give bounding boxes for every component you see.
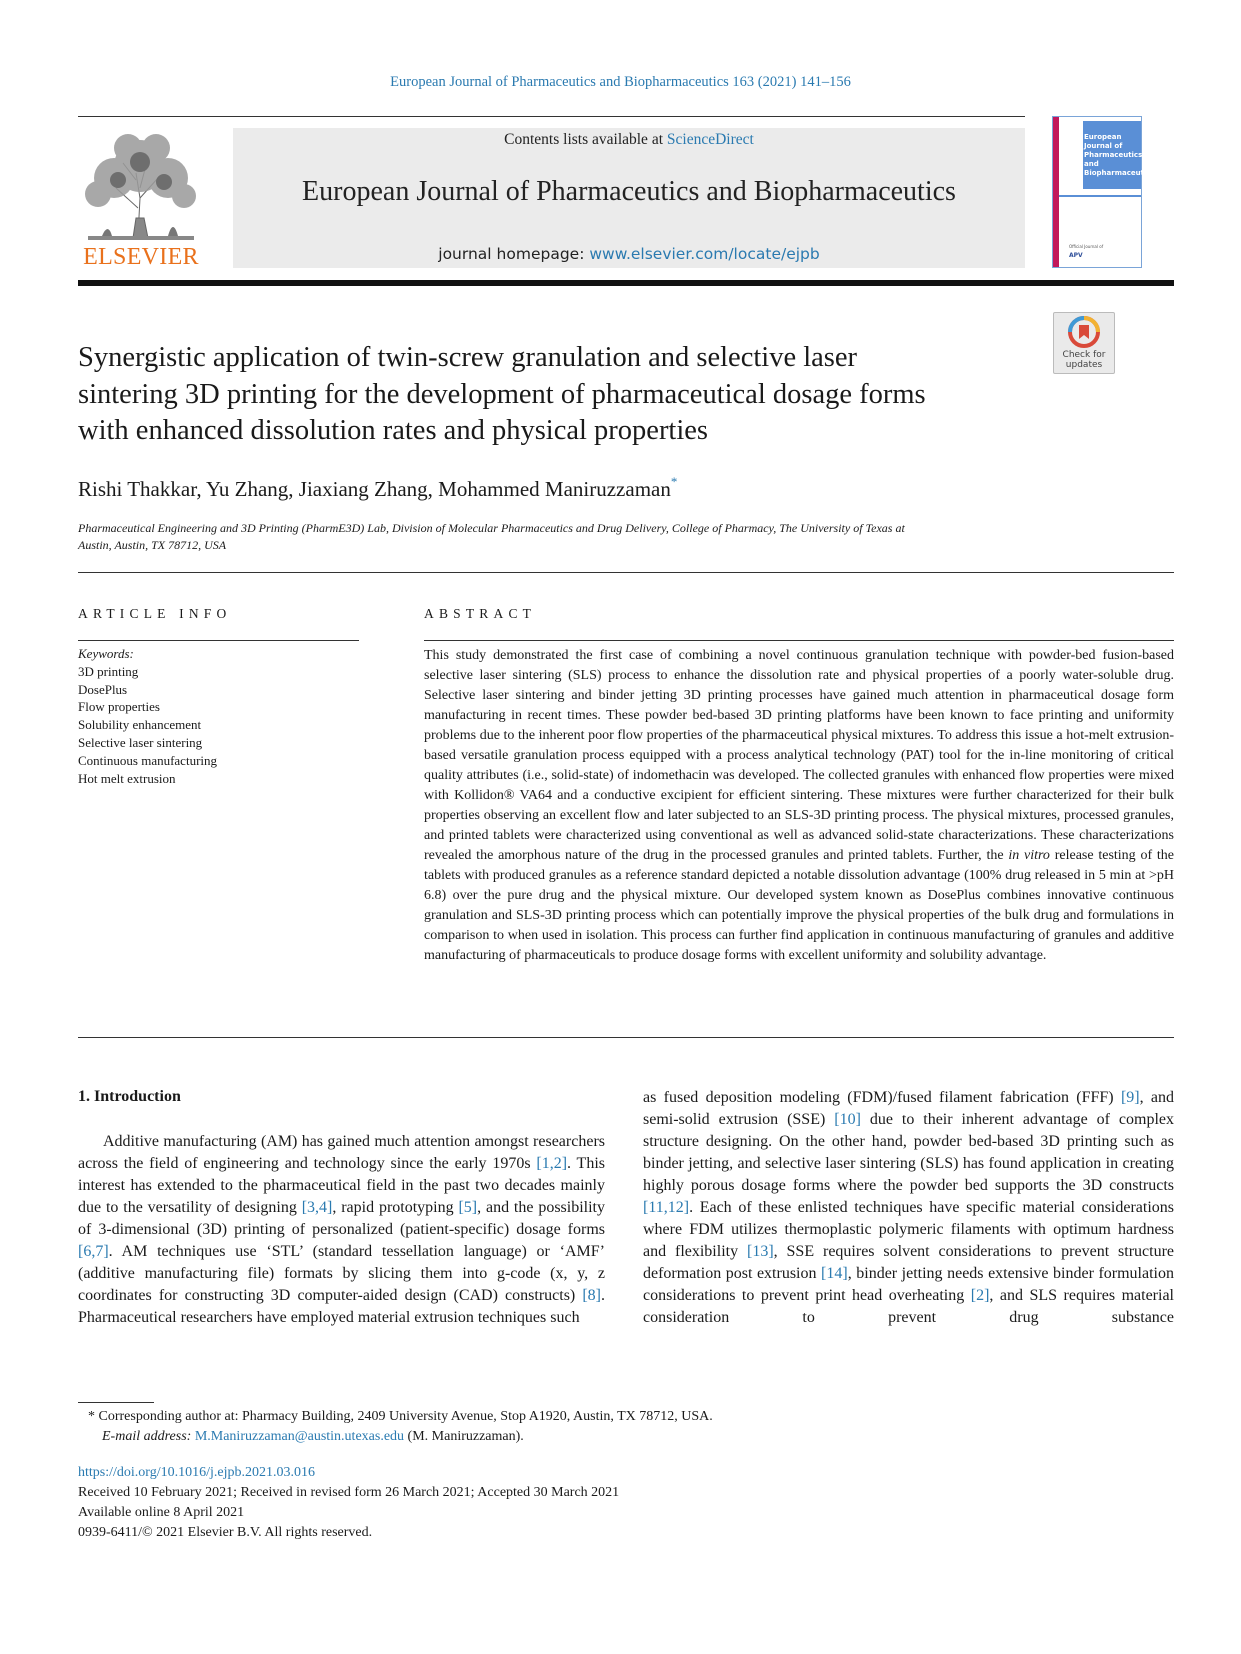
intro-text: , binder jetting needs extensive binder formulation considerations to prevent print head overheating: [643, 1265, 1174, 1304]
reference-link[interactable]: [2]: [970, 1287, 990, 1304]
journal-citation[interactable]: European Journal of Pharmaceutics and Biopharmaceutics 163 (2021) 141–156: [390, 74, 851, 90]
elsevier-logo: [78, 128, 204, 270]
footnote-rule: [78, 1402, 154, 1403]
article-info-heading: ARTICLE INFO: [78, 606, 232, 621]
intro-text: , SSE requires solvent considerations to prevent structure deformation post extrusion: [643, 1243, 1175, 1282]
intro-text: . This interest has extended to the pharmaceutical field in the past two decades mainly due to the versatility of designing: [78, 1155, 605, 1216]
keyword-item: 3D printing: [78, 663, 139, 679]
introduction-heading: 1. Introduction: [78, 1088, 181, 1105]
reference-link[interactable]: [13]: [746, 1243, 774, 1260]
article-meta: [78, 1463, 619, 1543]
email-line: [88, 1427, 713, 1447]
homepage-line: [233, 245, 1025, 263]
reference-link[interactable]: [8]: [582, 1287, 601, 1304]
contents-line: [233, 131, 1025, 149]
journal-name: European Journal of Pharmaceutics and Biopharmaceutics: [302, 176, 956, 207]
keyword-item: Selective laser sintering: [78, 734, 203, 750]
reference-link[interactable]: [1,2]: [536, 1155, 568, 1172]
contents-prefix: Contents lists available at: [504, 131, 667, 148]
keyword-item: DosePlus: [78, 681, 128, 697]
author-list: [78, 476, 677, 502]
footnote: [88, 1407, 713, 1447]
keyword-item: Flow properties: [78, 699, 160, 715]
corresponding-author-link[interactable]: *: [670, 474, 678, 489]
email-label: E-mail address:: [102, 1429, 195, 1444]
homepage-link[interactable]: www.elsevier.com/locate/ejpb: [589, 245, 820, 263]
copyright: 0939-6411/© 2021 Elsevier B.V. All rights reserved.: [78, 1525, 373, 1540]
intro-text: . Pharmaceutical researchers have employed material extrusion techniques such: [78, 1287, 605, 1326]
cover-title-line: European: [1084, 133, 1122, 141]
header-thick-rule: [78, 280, 1174, 286]
reference-link[interactable]: [10]: [834, 1111, 861, 1128]
check-updates-label: [1054, 350, 1114, 370]
keywords-list: [78, 645, 217, 787]
keyword-item: Hot melt extrusion: [78, 770, 176, 786]
intro-paragraph: [78, 1131, 605, 1329]
available-online: Available online 8 April 2021: [78, 1505, 245, 1520]
affiliation-line: Pharmaceutical Engineering and 3D Printing (PharmE3D) Lab, Division of Molecular Pharmaceutics and Drug Delivery, College of Pharmacy, The University of Texas at: [78, 521, 905, 535]
abstract-heading: ABSTRACT: [424, 606, 537, 621]
abstract-rule: [424, 640, 1174, 641]
intro-paragraph: [643, 1087, 1174, 1329]
authors-text: Rishi Thakkar, Yu Zhang, Jiaxiang Zhang, Mohammed Maniruzzaman: [78, 477, 671, 501]
intro-text: , and the possibility of 3-dimensional (3D) printing of personalized (patient-specific) dosage forms: [78, 1199, 606, 1238]
intro-text: as fused deposition modeling (FDM)/fused filament fabrication (FFF): [643, 1089, 1121, 1106]
sciencedirect-link[interactable]: ScienceDirect: [666, 131, 754, 148]
check-for-updates-button[interactable]: [1053, 312, 1115, 374]
cover-title: [1084, 133, 1155, 178]
intro-right-column: [643, 1087, 1174, 1329]
abstract-part: release testing of the tablets with produced granules as a reference standard depicted a notable dissolution advantage (100% drug released in 5 min at >pH 6.8) over the pure drug and the physical mixture. Our developed system known as DosePlus combines innovative continuous granulation and SLS-3D printing process which can potentially improve the physical properties of the bulk drug and formulations in comparison to when used in isolation. This process can further find application in continuous manufacturing of granules and additive manufacturing of pharmaceuticals to produce dosage forms with excellent uniformity and solubility advantage.: [424, 848, 1174, 963]
intro-text: , and semi-solid extrusion (SSE): [643, 1089, 1175, 1128]
email-suffix: (M. Maniruzzaman).: [404, 1429, 524, 1444]
reference-link[interactable]: [3,4]: [301, 1199, 333, 1216]
journal-banner: [233, 128, 1025, 268]
check-updates-line: Check for: [1062, 350, 1106, 360]
article-title: [78, 340, 1038, 450]
reference-link[interactable]: [6,7]: [78, 1243, 109, 1260]
keywords-label: Keywords:: [78, 646, 134, 661]
journal-cover[interactable]: [1052, 116, 1155, 268]
cover-title-line: Biopharmaceutics: [1084, 169, 1155, 177]
cover-footer-logo: APV: [1069, 252, 1083, 259]
corresponding-footnote: [88, 1407, 713, 1427]
affiliation: [78, 520, 1038, 554]
intro-text: , rapid prototyping: [332, 1199, 459, 1216]
email-link[interactable]: M.Maniruzzaman@austin.utexas.edu: [194, 1429, 405, 1444]
footnote-mark: *: [88, 1409, 95, 1424]
reference-link[interactable]: [11,12]: [643, 1199, 690, 1216]
intro-text: . Each of these enlisted techniques have specific material considerations where FDM utilizes thermoplastic polymeric filaments with optimum hardness and flexibility: [643, 1199, 1174, 1260]
abstract-end-rule: [78, 1037, 1174, 1038]
cover-stripe: [1059, 195, 1141, 197]
check-updates-icon: [1054, 315, 1114, 351]
cover-title-line: Pharmaceutics and: [1084, 151, 1143, 168]
section-rule: [78, 572, 1174, 573]
header-rule: [78, 116, 1025, 117]
received-dates: Received 10 February 2021; Received in revised form 26 March 2021; Accepted 30 March 2021: [78, 1485, 620, 1500]
affiliation-line: Austin, Austin, TX 78712, USA: [78, 538, 227, 552]
reference-link[interactable]: [5]: [458, 1199, 478, 1216]
cover-spine: [1053, 117, 1059, 267]
check-updates-line: updates: [1065, 360, 1103, 370]
article-info-rule: [78, 640, 359, 641]
keyword-item: Continuous manufacturing: [78, 752, 218, 768]
title-line: Synergistic application of twin-screw granulation and selective laser: [78, 342, 858, 373]
intro-text: Additive manufacturing (AM) has gained much attention amongst researchers across the field of engineering and technology since the early 1970s: [78, 1133, 605, 1172]
intro-left-column: [78, 1131, 605, 1329]
abstract-italic: in vitro: [1008, 848, 1050, 863]
title-line: with enhanced dissolution rates and physical properties: [78, 415, 709, 446]
abstract-text: [424, 646, 1174, 966]
doi-link[interactable]: https://doi.org/10.1016/j.ejpb.2021.03.016: [78, 1465, 315, 1480]
cover-footer: Official Journal of: [1069, 244, 1104, 249]
homepage-prefix: journal homepage:: [438, 245, 590, 263]
corresponding-text: Corresponding author at: Pharmacy Building, 2409 University Avenue, Stop A1920, Austin, TX 78712, USA.: [95, 1409, 713, 1424]
keyword-item: Solubility enhancement: [78, 717, 202, 733]
reference-link[interactable]: [14]: [821, 1265, 848, 1282]
reference-link[interactable]: [9]: [1120, 1089, 1140, 1106]
intro-text: . AM techniques use ‘STL’ (standard tessellation language) or ‘AMF’ (additive manufacturing file) formats by slicing them into g-code (x, y, z coordinates for constructing 3D computer-aided design (CAD) constructs): [78, 1243, 605, 1304]
publisher-wordmark: ELSEVIER: [83, 244, 199, 270]
cover-title-line: Journal of: [1084, 142, 1123, 150]
intro-text: , and SLS requires material consideration to prevent drug substance: [643, 1287, 1174, 1326]
abstract-part: This study demonstrated the first case of combining a novel continuous granulation technique with powder-bed fusion-based selective laser sintering (SLS) process to enhance the dissolution rate and physical properties of a poorly water-soluble drug. Selective laser sintering and binder jetting 3D printing processes have gained much attention in pharmaceutical dosage form manufacturing in recent times. These powder bed-based 3D printing platforms have been known to face printing and uniformity problems due to the inherent poor flow properties of the pharmaceutical physical mixtures. To address this issue a hot-melt extrusion-based versatile granulation process equipped with a process analytical technology (PAT) tool for the in-line monitoring of critical quality attributes (i.e., solid-state) of indomethacin was developed. The collected granules with enhanced flow properties were mixed with Kollidon® VA64 and a conductive excipient for efficient sintering. These mixtures were further characterized for their bulk properties observing an excellent flow and later subjected to an SLS-3D printing process. The physical mixtures, processed granules, and printed tablets were characterized using conventional as well as advanced solid-state characterizations. These characterizations revealed the amorphous nature of the drug in the processed granules and printed tablets. Further, the: [424, 648, 1174, 863]
intro-text: due to their inherent advantage of complex structure designing. On the other hand, powder bed-based 3D printing such as binder jetting, and selective laser sintering (SLS) has found application in creating highly porous dosage forms where the powder bed supports the 3D constructs: [643, 1111, 1175, 1194]
title-line: sintering 3D printing for the development of pharmaceutical dosage forms: [78, 378, 926, 410]
